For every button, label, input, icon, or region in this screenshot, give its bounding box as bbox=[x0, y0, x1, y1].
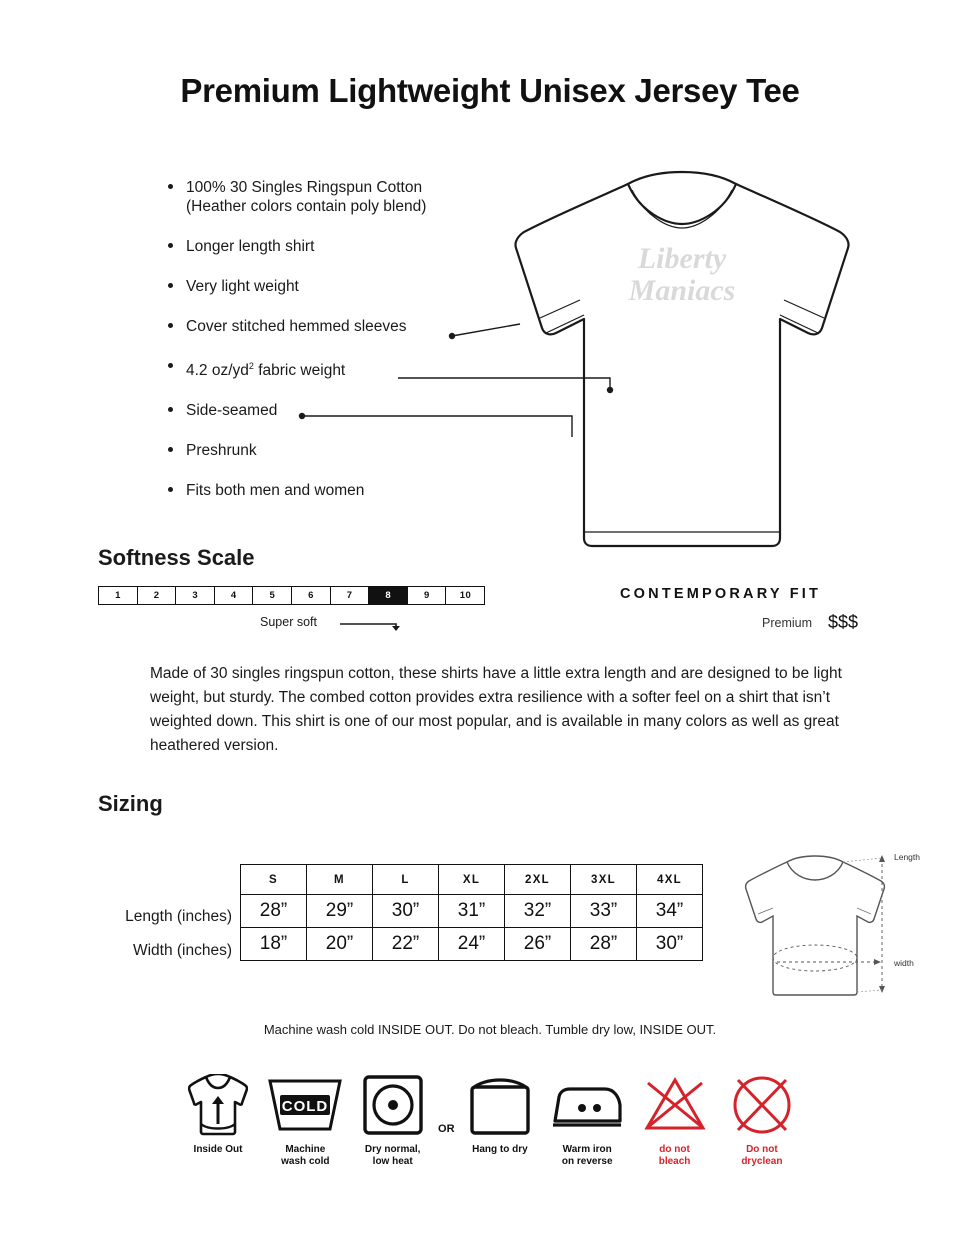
scale-cell-2: 2 bbox=[137, 586, 177, 605]
list-item bbox=[166, 401, 496, 420]
care-item-do-not-bleach bbox=[633, 1072, 717, 1168]
cell-length-s: 28” bbox=[241, 895, 307, 928]
hang-to-dry-icon bbox=[458, 1072, 542, 1138]
list-item-label: Cover stitched hemmed sleeves bbox=[186, 318, 407, 335]
svg-text:Length: Length bbox=[894, 852, 920, 862]
col-header-s: S bbox=[241, 865, 307, 895]
list-item bbox=[166, 317, 496, 336]
scale-cell-4: 4 bbox=[214, 586, 254, 605]
list-item-label: Very light weight bbox=[186, 278, 299, 295]
list-item-label: Preshrunk bbox=[186, 442, 257, 460]
list-item-label: Fits both men and women bbox=[186, 482, 365, 500]
feature-list bbox=[166, 178, 496, 500]
cell-length-4xl: 34” bbox=[637, 895, 703, 928]
bullet-icon bbox=[168, 323, 173, 328]
care-caption: Do not dryclean bbox=[741, 1144, 783, 1167]
list-item-label: 100% 30 Singles Ringspun Cotton bbox=[186, 179, 423, 196]
scale-cell-8-selected: 8 bbox=[368, 586, 408, 605]
sizing-heading: Sizing bbox=[98, 791, 163, 816]
scale-cell-1: 1 bbox=[98, 586, 138, 605]
svg-text:COLD: COLD bbox=[282, 1098, 329, 1115]
scale-cell-3: 3 bbox=[175, 586, 215, 605]
bullet-icon bbox=[168, 363, 173, 368]
cell-length-m: 29” bbox=[307, 895, 373, 928]
or-separator-label: OR bbox=[438, 1123, 455, 1135]
table-header-row bbox=[241, 865, 703, 895]
care-caption: Warm iron on reverse bbox=[561, 1144, 613, 1167]
bullet-icon bbox=[168, 184, 173, 189]
cell-width-m: 20” bbox=[307, 928, 373, 961]
svg-text:Liberty: Liberty bbox=[637, 242, 727, 275]
care-icon-row bbox=[176, 1072, 804, 1168]
care-item-hang-to-dry bbox=[458, 1072, 542, 1156]
super-soft-label: Super soft bbox=[260, 615, 317, 629]
cell-width-s: 18” bbox=[241, 928, 307, 961]
scale-cell-5: 5 bbox=[252, 586, 292, 605]
softness-scale-heading: Softness Scale bbox=[98, 545, 255, 570]
care-item-wash-cold bbox=[263, 1072, 347, 1168]
cell-length-2xl: 32” bbox=[505, 895, 571, 928]
tumble-dry-low-icon bbox=[351, 1072, 435, 1138]
fit-label: CONTEMPORARY FIT bbox=[620, 586, 822, 602]
col-header-3xl: 3XL bbox=[571, 865, 637, 895]
cell-length-3xl: 33” bbox=[571, 895, 637, 928]
scale-cell-10: 10 bbox=[445, 586, 485, 605]
list-item-sublabel: (Heather colors contain poly blend) bbox=[186, 198, 427, 215]
care-instructions-text: Machine wash cold INSIDE OUT. Do not bleach. Tumble dry low, INSIDE OUT. bbox=[263, 1022, 717, 1037]
cell-length-l: 30” bbox=[373, 895, 439, 928]
price-tier-label: Premium bbox=[762, 616, 813, 630]
sizing-row-labels bbox=[88, 900, 232, 968]
product-description: Made of 30 singles ringspun cotton, these shirts have a little extra length and are designed to be light weight, but sturdy. The combed cotton provides extra resilience with a softer feel on a shirt that isn’t weighted down. This shirt is one of our most popular, and is available in many colors as well as great heathered version. bbox=[150, 665, 842, 754]
price-indicator: $$$ bbox=[828, 612, 859, 632]
care-item-dry-normal-low bbox=[351, 1072, 435, 1168]
col-header-xl: XL bbox=[439, 865, 505, 895]
wash-cold-bucket-icon bbox=[263, 1072, 347, 1138]
list-item bbox=[166, 178, 496, 216]
cell-width-xl: 24” bbox=[439, 928, 505, 961]
care-caption: Hang to dry bbox=[472, 1144, 528, 1155]
col-header-m: M bbox=[307, 865, 373, 895]
care-item-do-not-dryclean bbox=[720, 1072, 804, 1168]
cell-width-l: 22” bbox=[373, 928, 439, 961]
do-not-dryclean-icon bbox=[720, 1072, 804, 1138]
list-item-superscript: 2 bbox=[248, 361, 254, 371]
row-label-width: Width (inches) bbox=[132, 942, 232, 959]
tshirt-illustration bbox=[480, 160, 900, 565]
col-header-2xl: 2XL bbox=[505, 865, 571, 895]
list-item-label: Longer length shirt bbox=[186, 238, 315, 255]
bullet-icon bbox=[168, 407, 173, 412]
care-caption: Dry normal, low heat bbox=[364, 1144, 421, 1167]
bullet-icon bbox=[168, 283, 173, 288]
scale-cell-7: 7 bbox=[330, 586, 370, 605]
care-caption: do not bleach bbox=[658, 1144, 691, 1167]
inside-out-shirt-icon bbox=[176, 1072, 260, 1138]
row-label-length: Length (inches) bbox=[125, 908, 232, 925]
list-item bbox=[166, 441, 496, 460]
table-row bbox=[241, 928, 703, 961]
care-caption: Inside Out bbox=[193, 1144, 243, 1155]
list-item-label-cont: fabric weight bbox=[253, 362, 346, 380]
cell-width-2xl: 26” bbox=[505, 928, 571, 961]
measurement-diagram bbox=[742, 846, 932, 1011]
list-item-label: 4.2 oz/yd bbox=[186, 362, 249, 380]
sizing-table bbox=[240, 864, 703, 961]
list-item bbox=[166, 237, 496, 256]
list-item bbox=[166, 277, 496, 296]
list-item-label: Side-seamed bbox=[186, 402, 278, 420]
softness-scale bbox=[98, 586, 484, 605]
table-row bbox=[241, 895, 703, 928]
list-item bbox=[166, 357, 496, 380]
scale-cell-9: 9 bbox=[407, 586, 447, 605]
list-item bbox=[166, 481, 496, 500]
svg-text:width: width bbox=[894, 958, 914, 968]
bullet-icon bbox=[168, 487, 173, 492]
page-title: Premium Lightweight Unisex Jersey Tee bbox=[180, 72, 800, 109]
super-soft-arrow-icon bbox=[340, 616, 410, 637]
cell-width-3xl: 28” bbox=[571, 928, 637, 961]
col-header-l: L bbox=[373, 865, 439, 895]
warm-iron-icon bbox=[545, 1072, 629, 1138]
care-caption: Machine wash cold bbox=[281, 1144, 330, 1167]
bullet-icon bbox=[168, 447, 173, 452]
scale-cell-6: 6 bbox=[291, 586, 331, 605]
col-header-4xl: 4XL bbox=[637, 865, 703, 895]
cell-length-xl: 31” bbox=[439, 895, 505, 928]
svg-text:Maniacs: Maniacs bbox=[628, 274, 736, 307]
care-item-inside-out bbox=[176, 1072, 260, 1156]
bullet-icon bbox=[168, 243, 173, 248]
cell-width-4xl: 30” bbox=[637, 928, 703, 961]
care-item-warm-iron bbox=[545, 1072, 629, 1168]
do-not-bleach-icon bbox=[633, 1072, 717, 1138]
